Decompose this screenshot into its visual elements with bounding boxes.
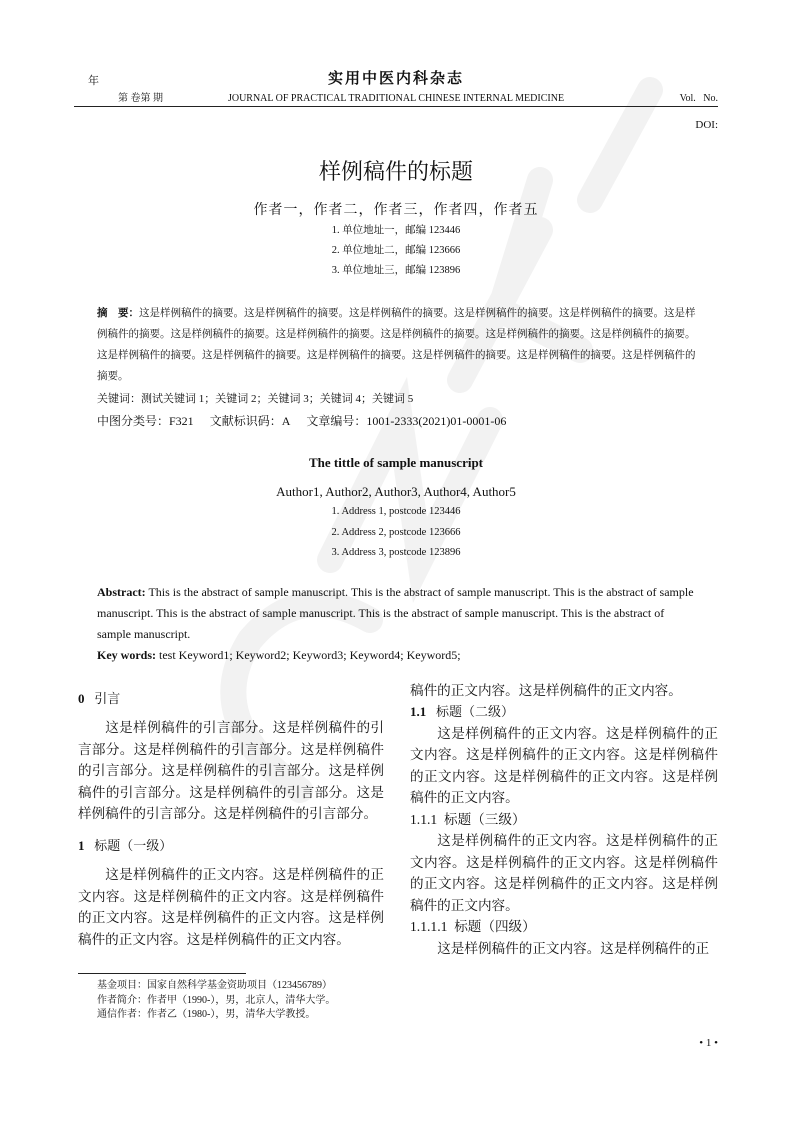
header-top-row (74, 68, 718, 88)
address-cn: 2. 单位地址二，邮编 123666 (331, 245, 461, 256)
page-number: • 1 • (699, 1036, 718, 1049)
address-cn: 3. 单位地址三，邮编 123896 (331, 265, 461, 276)
section-heading-0 (78, 688, 384, 710)
footer (74, 973, 718, 1049)
section-number: 1 (78, 837, 85, 853)
keywords-cn-text: 测试关键词 1；关键词 2；关键词 3；关键词 4；关键词 5 (141, 393, 414, 405)
section-title: 标题（四级） (454, 919, 536, 934)
doi: DOI: (695, 119, 718, 131)
keywords-en (97, 645, 701, 666)
abstract-cn-text: 这是样例稿件的摘要。这是样例稿件的摘要。这是样例稿件的摘要。这是样例稿件的摘要。这是样例稿件的摘要。这是样例稿件的摘要。这是样例稿件的摘要。这是样例稿件的摘要。这是样例稿件的摘要。这是样例稿件的摘要。这是样例稿件的摘要。这是样例稿件的摘要。这是样例稿件的摘要。这是样例稿件的摘要。这是样例稿件的摘要。这是样例稿件的摘要。这是样例稿件的摘要。 (97, 308, 696, 382)
address-en: 3. Address 3, postcode 123896 (331, 547, 461, 558)
address-en: 1. Address 1, postcode 123446 (331, 506, 461, 517)
section-number: 1.1 (410, 704, 427, 719)
journal-title-en: JOURNAL OF PRACTICAL TRADITIONAL CHINESE INTERNAL MEDICINE (227, 93, 565, 104)
article-number: 文章编号：1001-2333(2021)01-0001-06 (306, 414, 507, 428)
header-bottom-row (74, 88, 718, 107)
right-column (410, 680, 718, 960)
section-number: 0 (78, 690, 85, 706)
keywords-en-label: Key words: (97, 647, 156, 662)
paragraph: 这是样例稿件的正文内容。这是样例稿件的正文内容。这是样例稿件的正文内容。这是样例稿件的正文内容。这是样例稿件的正文内容。这是样例稿件的正文内容。这是样例稿件的正文内容。 (78, 867, 384, 947)
classification-line (97, 411, 701, 431)
authors-cn: 作者一，作者二，作者三，作者四，作者五 (253, 203, 539, 218)
footnote-funding: 基金项目：国家自然科学基金资助项目（123456789） (97, 980, 332, 991)
keywords-en-text: test Keyword1; Keyword2; Keyword3; Keyword4; Keyword5; (156, 647, 461, 662)
keywords-cn (97, 389, 701, 409)
paragraph: 这是样例稿件的引言部分。这是样例稿件的引言部分。这是样例稿件的引言部分。这是样例稿件的引言部分。这是样例稿件的引言部分。这是样例稿件的引言部分。这是样例稿件的引言部分。这是样例稿件的引言部分。这是样例稿件的引言部分。 (78, 720, 384, 821)
section-number: 1.1.1 (410, 811, 438, 827)
abstract-cn-label: 摘 要： (97, 308, 139, 319)
header-year: 年 (88, 75, 99, 87)
authors-en: Author1, Author2, Author3, Author4, Author5 (276, 484, 516, 499)
clc-number: 中图分类号：F321 (97, 414, 194, 428)
paper-title-en: The tittle of sample manuscript (308, 455, 484, 470)
footnote-rule (78, 973, 246, 974)
left-column (78, 680, 384, 960)
header-volume-cn: 第 卷第 期 (118, 93, 163, 104)
abstract-en-text: This is the abstract of sample manuscript. This is the abstract of sample manuscript. This is the abstract of sample manuscript. This is the abstract of sample manuscript. This is the abstract of sample manuscript. This is the abstract of sample manuscript. (97, 584, 694, 641)
footnotes (97, 979, 718, 1023)
address-cn: 1. 单位地址一，邮编 123446 (331, 225, 461, 236)
paper-title-cn: 样例稿件的标题 (318, 159, 473, 184)
section-title: 标题（二级） (436, 704, 515, 719)
paragraph: 这是样例稿件的正文内容。这是样例稿件的正 (437, 940, 710, 956)
keywords-cn-label: 关键词： (97, 393, 141, 405)
abstract-en (97, 582, 701, 645)
section-title: 引言 (94, 690, 121, 706)
body-columns (74, 680, 718, 960)
section-heading-1-1-1-1 (410, 916, 718, 938)
section-heading-1 (78, 835, 384, 857)
address-en: 2. Address 2, postcode 123666 (331, 526, 461, 538)
journal-title-cn: 实用中医内科杂志 (327, 71, 464, 87)
section-title: 标题（三级） (443, 811, 526, 827)
paragraph-continued: 稿件的正文内容。这是样例稿件的正文内容。 (410, 682, 682, 698)
section-heading-1-1 (410, 701, 718, 723)
abstract-en-label: Abstract: (97, 584, 146, 599)
section-heading-1-1-1 (410, 809, 718, 831)
footnote-corresponding-author: 通信作者：作者乙（1980-），男，清华大学教授。 (97, 1009, 316, 1020)
abstract-cn (97, 303, 701, 387)
header-vol-no: Vol. No. (679, 93, 718, 104)
footnote-author-bio: 作者简介：作者甲（1990-），男，北京人，清华大学。 (97, 994, 336, 1006)
section-title: 标题（一级） (94, 837, 173, 853)
doc-code: 文献标识码：A (209, 414, 291, 428)
section-number: 1.1.1.1 (410, 919, 448, 934)
paragraph: 这是样例稿件的正文内容。这是样例稿件的正文内容。这是样例稿件的正文内容。这是样例稿件的正文内容。这是样例稿件的正文内容。这是样例稿件的正文内容。 (410, 725, 718, 805)
paragraph: 这是样例稿件的正文内容。这是样例稿件的正文内容。这是样例稿件的正文内容。这是样例稿件的正文内容。这是样例稿件的正文内容。这是样例稿件的正文内容。 (410, 833, 718, 913)
